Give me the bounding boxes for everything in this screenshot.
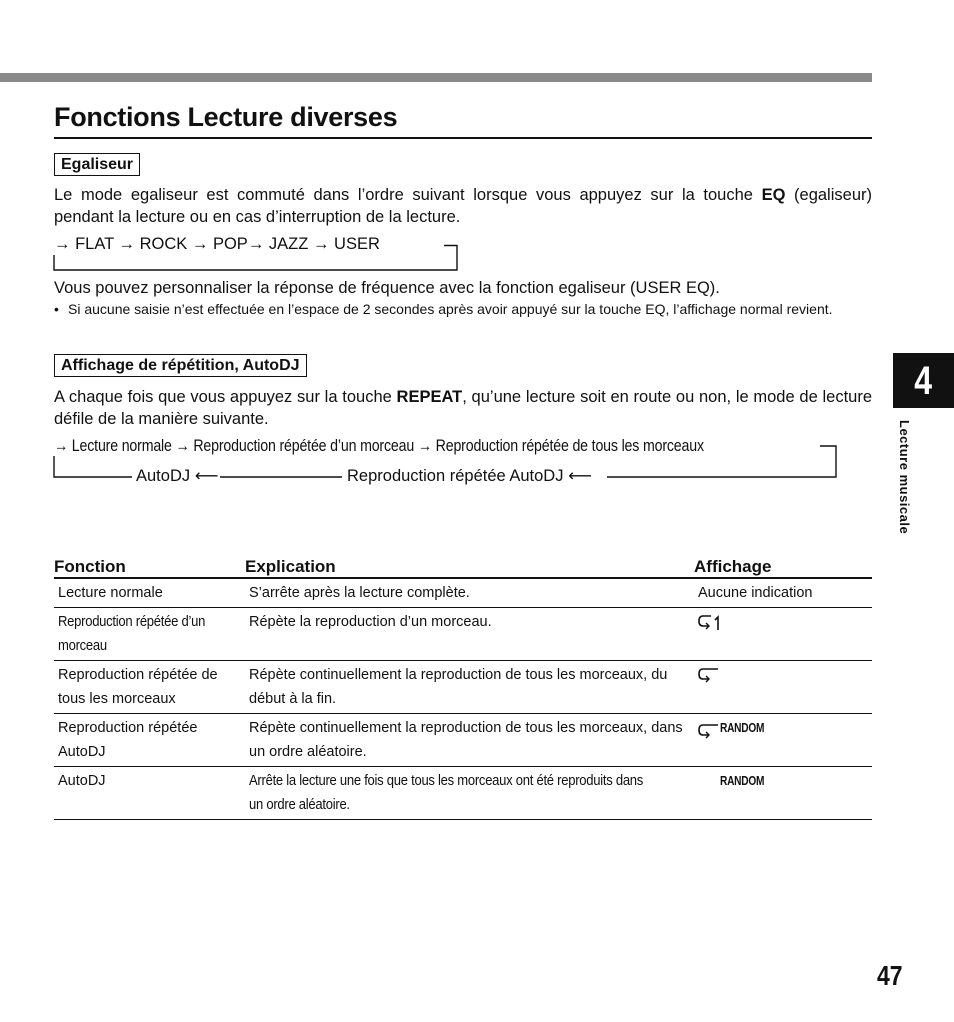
page-number-text: 47 <box>877 960 903 991</box>
cell-affichage <box>694 661 872 714</box>
repetition-intro <box>54 386 872 430</box>
cell-explication: Répète la reproduction d’un morceau. <box>249 614 492 630</box>
cell-explication: S’arrête après la lecture complète. <box>249 585 470 601</box>
cell-affichage <box>694 608 872 661</box>
section-heading-egaliseur: Egaliseur <box>54 153 140 176</box>
arrow-icon: → <box>54 437 69 455</box>
page-number <box>877 960 908 992</box>
header-explication: Explication <box>245 557 336 576</box>
bullet-icon: • <box>54 301 59 317</box>
flow-repeat-all: Reproduction répétée de tous les morceaux <box>435 437 704 455</box>
table-row <box>54 661 872 714</box>
chapter-number: 4 <box>914 359 933 403</box>
egaliseur-intro-text-b: (egaliseur) pendant la lecture ou en cas d’interruption de la lecture. <box>54 186 872 226</box>
cell-affichage <box>694 714 872 767</box>
title-underline <box>54 137 872 139</box>
table-row <box>54 767 872 820</box>
cell-explication-text: Arrête la lecture une fois que tous les morceaux ont été reproduits dans un ordre aléatoire. <box>249 773 644 813</box>
eq-mode-pop: POP <box>212 235 248 253</box>
arrow-left-icon: ⟵ <box>194 467 219 485</box>
repeat-key-label: REPEAT <box>396 388 463 406</box>
table-header-row <box>54 554 872 578</box>
table-row <box>54 578 872 608</box>
cell-affichage <box>694 767 872 820</box>
egaliseur-note-text: Si aucune saisie n’est effectuée en l’espace de 2 secondes après avoir appuyé sur la touche EQ, l’affichage normal revient. <box>68 301 833 317</box>
random-label: RANDOM <box>720 773 765 788</box>
repetition-intro-text-b: , qu’une lecture soit en route ou non, le mode de lecture défile de la manière suivante. <box>54 388 872 428</box>
section-heading-repetition: Affichage de répétition, AutoDJ <box>54 354 307 377</box>
eq-mode-user: USER <box>334 235 380 253</box>
cell-fonction: Reproduction répétée de tous les morceaux <box>58 667 218 707</box>
arrow-icon: → <box>175 437 190 455</box>
eq-key-label: EQ <box>761 186 786 204</box>
arrow-left-icon: ⟵ <box>568 467 592 485</box>
eq-loop-lines <box>52 244 462 274</box>
table-row <box>54 608 872 661</box>
function-table <box>54 554 872 820</box>
side-section-label: Lecture musicale <box>897 420 912 535</box>
eq-mode-rock: ROCK <box>139 235 188 253</box>
cell-fonction: Lecture normale <box>58 585 163 601</box>
eq-mode-jazz: JAZZ <box>268 235 309 253</box>
egaliseur-intro-text-a: Le mode egaliseur est commuté dans l’ordre suivant lorsque vous appuyez sur la touche <box>54 186 762 204</box>
flow-autodj: AutoDJ <box>136 467 191 485</box>
cell-fonction: AutoDJ <box>58 773 106 789</box>
arrow-icon: → <box>312 235 330 253</box>
table-row <box>54 714 872 767</box>
repeat-random-icon <box>698 720 720 740</box>
arrow-icon: → <box>118 235 136 253</box>
chapter-tab <box>893 353 954 408</box>
header-fonction: Fonction <box>54 557 126 576</box>
page-title: Fonctions Lecture diverses <box>54 102 398 132</box>
arrow-icon: → <box>247 235 265 253</box>
cell-fonction-text: Reproduction répétée d’un morceau <box>58 614 206 654</box>
cell-explication: Répète continuellement la reproduction de tous les morceaux, dans un ordre aléatoire. <box>249 720 683 760</box>
user-eq-text: Vous pouvez personnaliser la réponse de fréquence avec la fonction egaliseur (USER EQ). <box>54 279 720 297</box>
repeat-one-icon <box>698 613 724 633</box>
cell-fonction <box>54 608 245 661</box>
cell-explication <box>245 767 694 820</box>
cell-fonction: Reproduction répétée AutoDJ <box>58 720 198 760</box>
eq-mode-flat: FLAT <box>75 235 114 253</box>
cell-explication: Répète continuellement la reproduction de tous les morceaux, du début à la fin. <box>249 667 668 707</box>
random-label: RANDOM <box>720 720 765 735</box>
repetition-intro-text-a: A chaque fois que vous appuyez sur la touche <box>54 388 397 406</box>
egaliseur-intro <box>54 184 872 228</box>
flow-autodj-repeat: Reproduction répétée AutoDJ <box>347 467 564 485</box>
header-bar <box>0 73 872 82</box>
repeat-flow-bottom-autodj <box>136 466 220 486</box>
repeat-all-icon <box>698 666 724 686</box>
arrow-icon: → <box>191 235 209 253</box>
flow-lecture-normale: Lecture normale <box>71 437 172 455</box>
egaliseur-note <box>54 300 872 319</box>
header-affichage: Affichage <box>694 557 772 576</box>
flow-repeat-one: Reproduction répétée d’un morceau <box>193 437 415 455</box>
repeat-flow-bottom-autodj-repeat <box>347 466 594 486</box>
cell-affichage: Aucune indication <box>698 585 813 601</box>
arrow-icon: → <box>54 235 71 253</box>
affichage-random-repeat <box>698 716 777 740</box>
arrow-icon: → <box>417 437 432 455</box>
